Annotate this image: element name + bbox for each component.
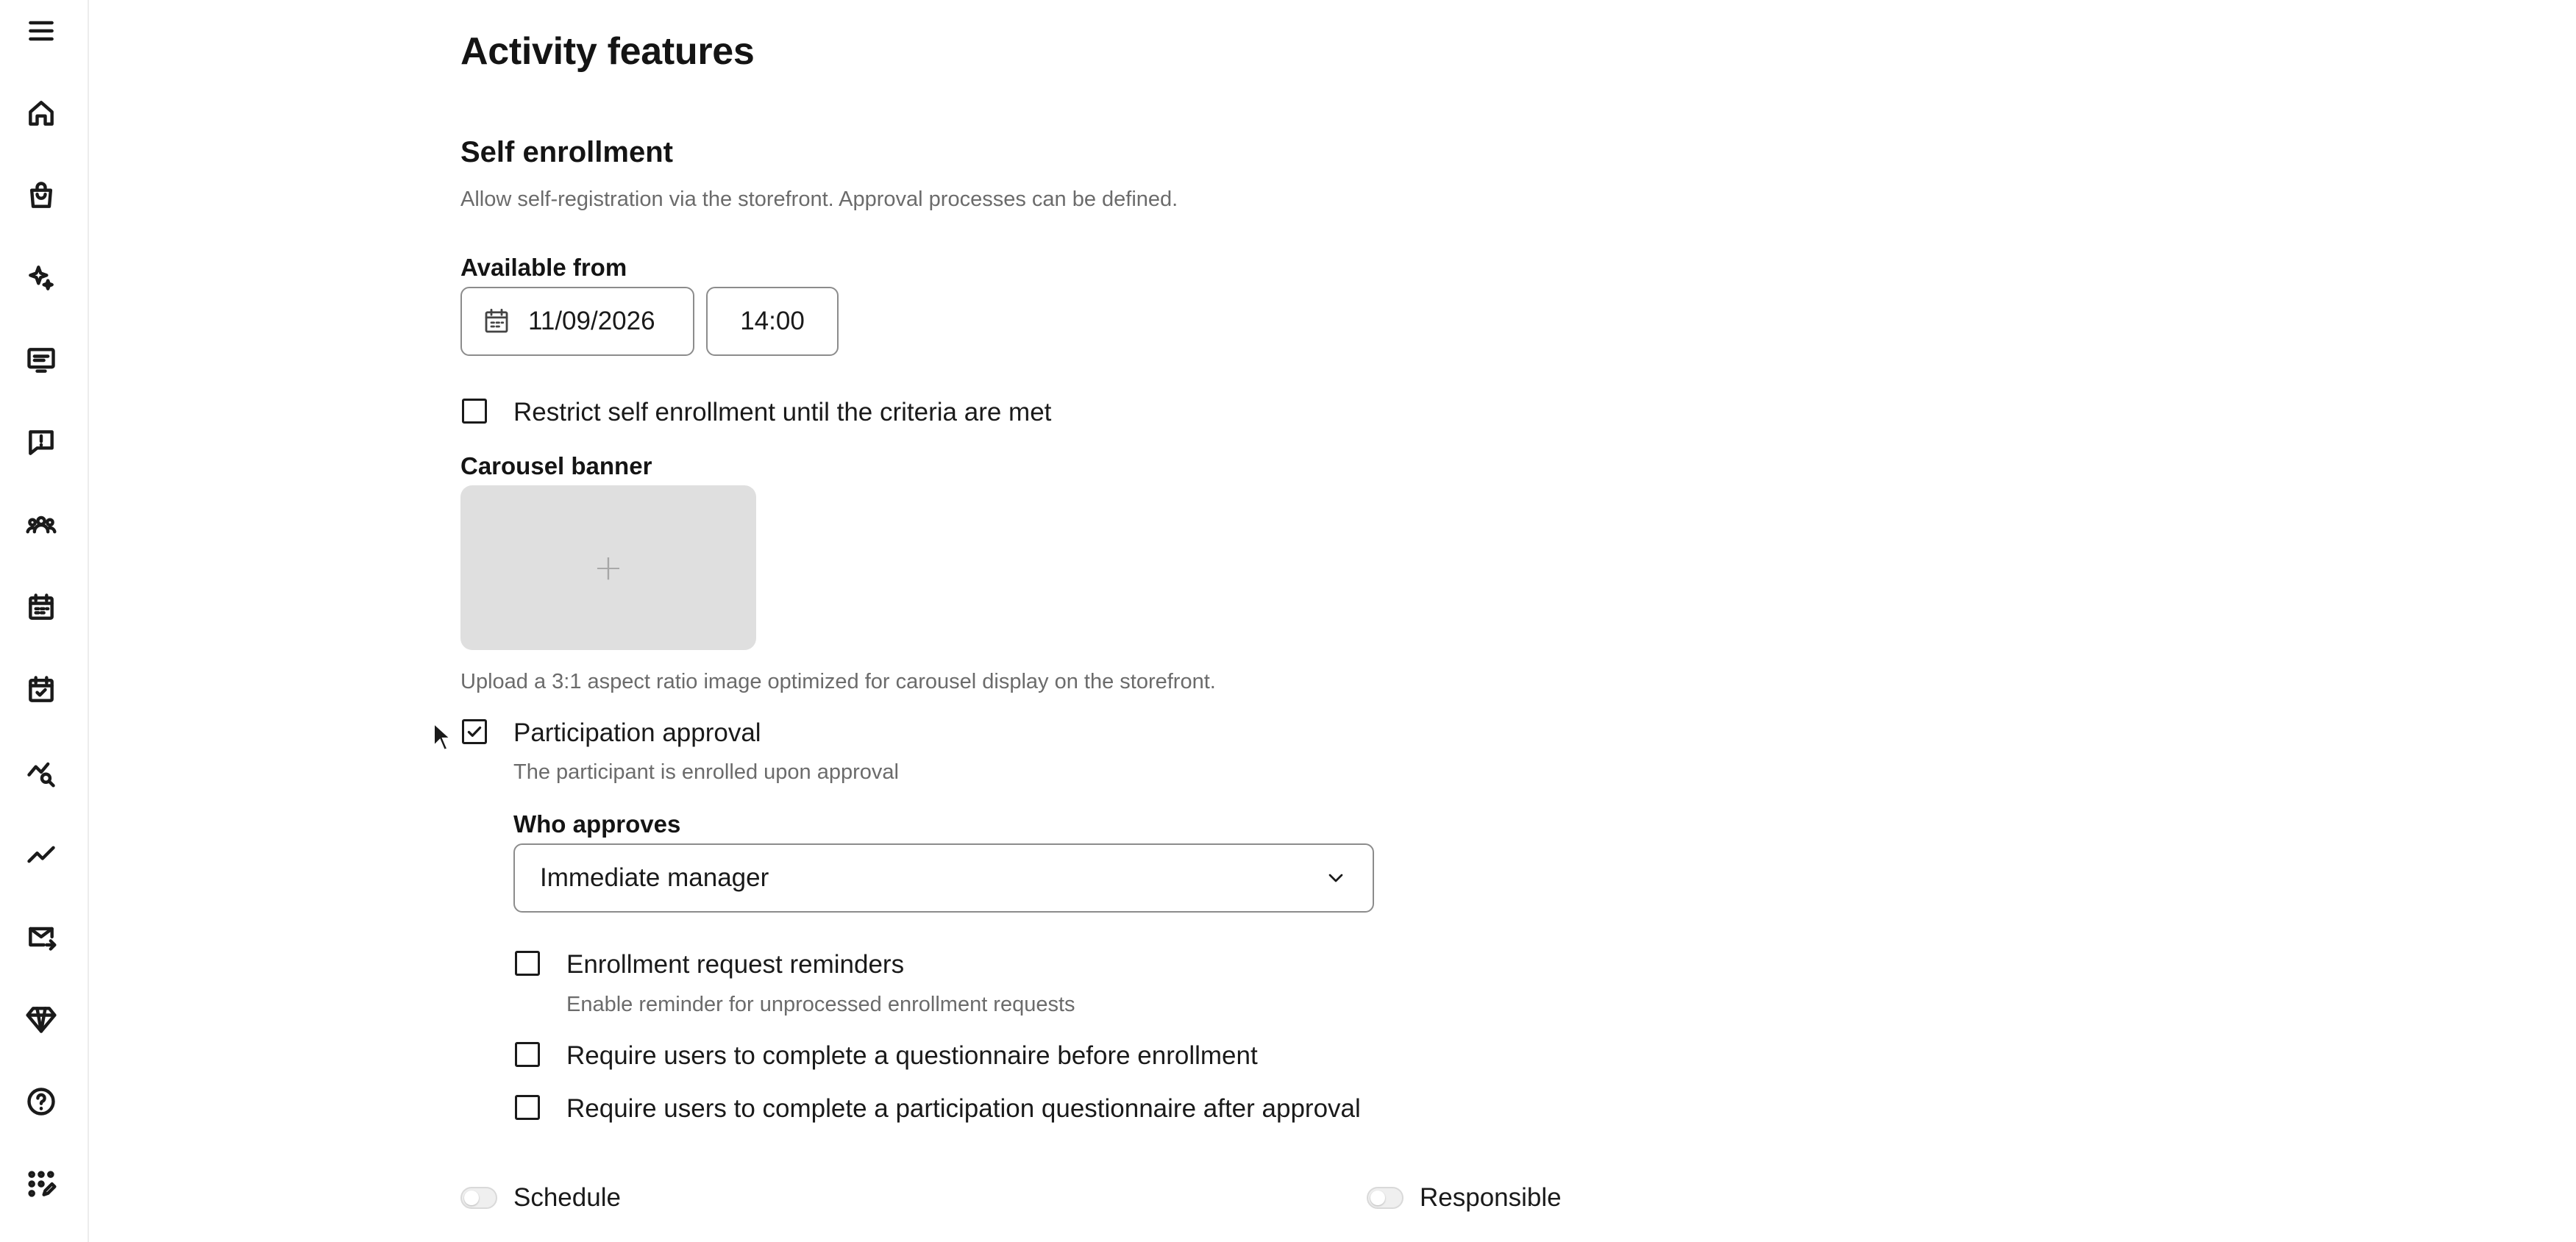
help-icon [25, 1085, 57, 1118]
sidebar-item-users[interactable] [18, 502, 65, 549]
who-approves-value: Immediate manager [540, 863, 769, 892]
calendar-icon [25, 591, 57, 624]
enrollment-reminders-checkbox[interactable] [515, 951, 540, 976]
menu-button[interactable] [18, 7, 65, 54]
trend-line-icon [25, 838, 57, 871]
carousel-banner-hint: Upload a 3:1 aspect ratio image optimized for carousel display on the storefront. [460, 670, 1216, 693]
enrollment-reminders-label: Enrollment request reminders [566, 950, 905, 979]
page-title: Activity features [460, 30, 755, 73]
time-value: 14:00 [740, 307, 805, 335]
add-image-icon: + [593, 547, 624, 588]
self-enrollment-heading: Self enrollment [460, 136, 673, 168]
calendar-icon [481, 306, 512, 337]
sidebar-item-help[interactable] [18, 1078, 65, 1125]
home-icon [25, 97, 57, 129]
sidebar-item-premium[interactable] [18, 996, 65, 1043]
questionnaire-before-checkbox[interactable] [515, 1042, 540, 1067]
analytics-search-icon [25, 756, 57, 788]
mouse-pointer-icon [433, 722, 450, 752]
users-icon [25, 509, 57, 541]
date-input[interactable] [460, 287, 694, 356]
self-enrollment-description: Allow self-registration via the storefront. Approval processes can be defined. [460, 188, 1178, 211]
sidebar-item-store[interactable] [18, 172, 65, 219]
sidebar [0, 0, 89, 1242]
participation-approval-label: Participation approval [513, 718, 761, 747]
schedule-toggle[interactable] [460, 1187, 497, 1209]
carousel-banner-label: Carousel banner [460, 452, 652, 479]
responsible-toggle[interactable] [1367, 1187, 1403, 1209]
sidebar-item-events[interactable] [18, 666, 65, 713]
participation-approval-description: The participant is enrolled upon approval [513, 760, 899, 784]
sparkles-icon [25, 262, 57, 294]
sidebar-item-messages[interactable] [18, 913, 65, 960]
questionnaire-after-checkbox[interactable] [515, 1095, 540, 1120]
sidebar-item-reports[interactable] [18, 831, 65, 878]
calendar-check-icon [25, 674, 57, 706]
enrollment-reminders-description: Enable reminder for unprocessed enrollment requests [566, 993, 1075, 1016]
questionnaire-before-label: Require users to complete a questionnaire before enrollment [566, 1041, 1258, 1070]
sidebar-item-calendar[interactable] [18, 584, 65, 631]
available-from-label: Available from [460, 254, 627, 281]
shopping-bag-icon [25, 179, 57, 212]
date-value: 11/09/2026 [528, 307, 655, 335]
mail-forward-icon [25, 921, 57, 953]
questionnaire-after-label: Require users to complete a participation questionnaire after approval [566, 1094, 1361, 1123]
who-approves-label: Who approves [513, 810, 681, 838]
presentation-icon [25, 344, 57, 376]
responsible-label: Responsible [1420, 1183, 1562, 1212]
sidebar-item-home[interactable] [18, 90, 65, 137]
sidebar-item-feedback[interactable] [18, 419, 65, 466]
checkmark-icon [465, 722, 484, 741]
chevron-down-icon [1324, 866, 1348, 890]
schedule-label: Schedule [513, 1183, 621, 1212]
apps-edit-icon [25, 1168, 57, 1200]
sidebar-item-courses[interactable] [18, 337, 65, 384]
time-input[interactable] [706, 287, 839, 356]
who-approves-select[interactable] [513, 843, 1374, 913]
carousel-banner-upload[interactable] [460, 485, 756, 650]
diamond-icon [25, 1003, 57, 1035]
restrict-enrollment-checkbox[interactable] [462, 399, 487, 424]
participation-approval-checkbox[interactable] [462, 719, 487, 744]
sidebar-item-apps[interactable] [18, 1160, 65, 1207]
sidebar-item-analytics-search[interactable] [18, 749, 65, 796]
menu-icon [25, 15, 57, 47]
main-content [460, 0, 2520, 1242]
sidebar-item-ai[interactable] [18, 254, 65, 301]
feedback-icon [25, 427, 57, 459]
restrict-enrollment-label: Restrict self enrollment until the criteria are met [513, 398, 1052, 427]
